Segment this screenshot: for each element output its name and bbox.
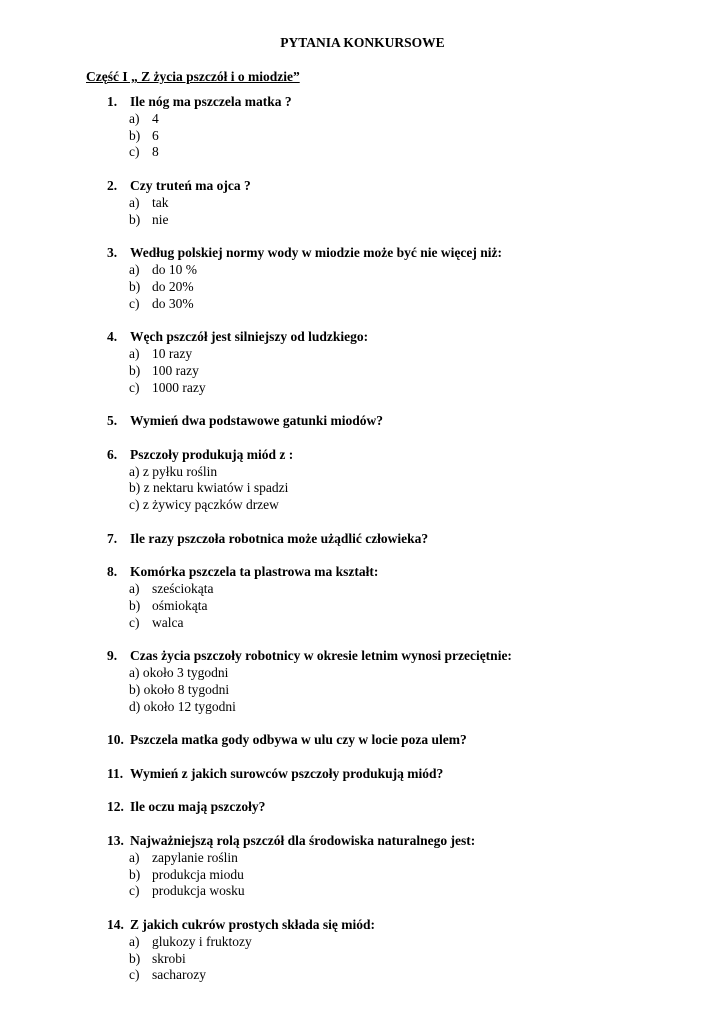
question-text: Ile razy pszczoła robotnica może użądlić człowieka? [130,530,429,546]
question-number: 6. [107,446,118,462]
answer-text: a) z pyłku roślin [129,463,218,479]
answer-text: glukozy i fruktozy [152,933,252,949]
question-line [0,564,725,581]
answer-letter: b) [129,362,141,378]
answer-list [0,850,725,900]
question-text: Komórka pszczela ta plastrowa ma kształt: [130,564,379,580]
question-text: Wymień z jakich surowców pszczoły produkują miód? [130,765,444,781]
question-text: Według polskiej normy wody w miodzie może być nie więcej niż: [130,245,502,261]
question-line [0,447,725,464]
answer-letter: b) [129,866,141,882]
answer-option [0,111,725,128]
question-item [0,648,725,715]
answer-option [0,195,725,212]
answer-option [0,144,725,161]
answer-list [0,195,725,229]
section-heading: Część I „ Z życia pszczół i o miodzie” [86,69,300,84]
question-line [0,648,725,665]
answer-text: do 20% [152,278,194,294]
answer-letter: c) [129,967,140,983]
question-line [0,766,725,783]
answer-text: d) około 12 tygodni [129,698,236,714]
question-text: Pszczela matka gody odbywa w ulu czy w locie poza ulem? [130,732,467,748]
answer-text: ośmiokąta [152,597,208,613]
answer-text: nie [152,211,169,227]
answer-option [0,380,725,397]
question-line [0,413,725,430]
answer-option [0,497,725,514]
answer-text: tak [152,194,169,210]
answer-option [0,363,725,380]
answer-list [0,581,725,631]
answer-text: a) około 3 tygodni [129,665,229,681]
answer-letter: c) [129,883,140,899]
question-text: Węch pszczół jest silniejszy od ludzkiego: [130,329,369,345]
answer-option [0,581,725,598]
question-item [0,413,725,430]
question-item [0,917,725,984]
answer-option [0,212,725,229]
answer-text: produkcja wosku [152,883,245,899]
answer-option [0,699,725,716]
answer-option [0,598,725,615]
answer-option [0,850,725,867]
answer-option [0,682,725,699]
question-line [0,94,725,111]
question-text: Wymień dwa podstawowe gatunki miodów? [130,413,384,429]
answer-text: b) około 8 tygodni [129,681,230,697]
question-line [0,799,725,816]
answer-letter: a) [129,345,140,361]
answer-text: 8 [152,144,159,160]
answer-list [0,665,725,715]
question-line [0,917,725,934]
question-item [0,178,725,228]
answer-letter: c) [129,144,140,160]
answer-option [0,464,725,481]
answer-option [0,665,725,682]
answer-letter: c) [129,614,140,630]
question-line [0,531,725,548]
answer-option [0,934,725,951]
answer-text: do 30% [152,295,194,311]
answer-text: walca [152,614,184,630]
answer-text: zapylanie roślin [152,849,238,865]
answer-letter: a) [129,110,140,126]
answer-letter: a) [129,581,140,597]
answer-text: 10 razy [152,345,193,361]
answer-text: 6 [152,127,159,143]
question-number: 4. [107,329,118,345]
answer-option [0,480,725,497]
answer-list [0,934,725,984]
question-text: Czas życia pszczoły robotnicy w okresie letnim wynosi przeciętnie: [130,648,512,664]
answer-letter: a) [129,933,140,949]
answer-letter: b) [129,127,141,143]
question-item [0,447,725,514]
question-item [0,799,725,816]
answer-letter: b) [129,597,141,613]
question-number: 7. [107,530,118,546]
question-number: 9. [107,648,118,664]
answer-list [0,346,725,396]
question-text: Ile oczu mają pszczoły? [130,799,266,815]
question-number: 3. [107,245,118,261]
answer-letter: a) [129,261,140,277]
answer-option [0,128,725,145]
question-item [0,732,725,749]
answer-letter: c) [129,379,140,395]
question-item [0,531,725,548]
question-text: Pszczoły produkują miód z : [130,446,294,462]
question-item [0,833,725,900]
answer-letter: a) [129,849,140,865]
answer-letter: b) [129,211,141,227]
answer-option [0,262,725,279]
answer-option [0,951,725,968]
answer-letter: c) [129,295,140,311]
answer-option [0,346,725,363]
answer-letter: a) [129,194,140,210]
question-list [0,94,725,1001]
question-line [0,833,725,850]
answer-letter: b) [129,950,141,966]
answer-option [0,279,725,296]
answer-text: do 10 % [152,261,197,277]
answer-text: sześciokąta [152,581,214,597]
answer-option [0,967,725,984]
question-number: 12. [107,799,124,815]
question-line [0,245,725,262]
answer-text: 100 razy [152,362,199,378]
question-number: 14. [107,917,124,933]
question-number: 13. [107,833,124,849]
answer-text: skrobi [152,950,186,966]
question-number: 2. [107,177,118,193]
answer-list [0,262,725,312]
answer-text: c) z żywicy pączków drzew [129,497,279,513]
answer-option [0,615,725,632]
question-number: 1. [107,94,118,109]
answer-text: 4 [152,110,159,126]
answer-option [0,883,725,900]
question-text: Najważniejszą rolą pszczół dla środowiska naturalnego jest: [130,833,476,849]
question-number: 8. [107,564,118,580]
document-title: PYTANIA KONKURSOWE [280,35,445,50]
question-text: Czy truteń ma ojca ? [130,177,251,193]
question-text: Z jakich cukrów prostych składa się miód: [130,917,376,933]
question-item [0,564,725,631]
answer-list [0,464,725,514]
question-item [0,766,725,783]
answer-text: 1000 razy [152,379,206,395]
question-item [0,329,725,396]
question-item [0,245,725,312]
question-line [0,178,725,195]
question-line [0,329,725,346]
question-item [0,94,725,161]
question-number: 11. [107,765,124,781]
question-line [0,732,725,749]
answer-text: produkcja miodu [152,866,244,882]
answer-option [0,296,725,313]
answer-text: sacharozy [152,967,206,983]
question-number: 5. [107,413,118,429]
question-number: 10. [107,732,124,748]
question-text: Ile nóg ma pszczela matka ? [130,94,292,109]
answer-option [0,867,725,884]
answer-text: b) z nektaru kwiatów i spadzi [129,480,289,496]
answer-list [0,111,725,161]
answer-letter: b) [129,278,141,294]
